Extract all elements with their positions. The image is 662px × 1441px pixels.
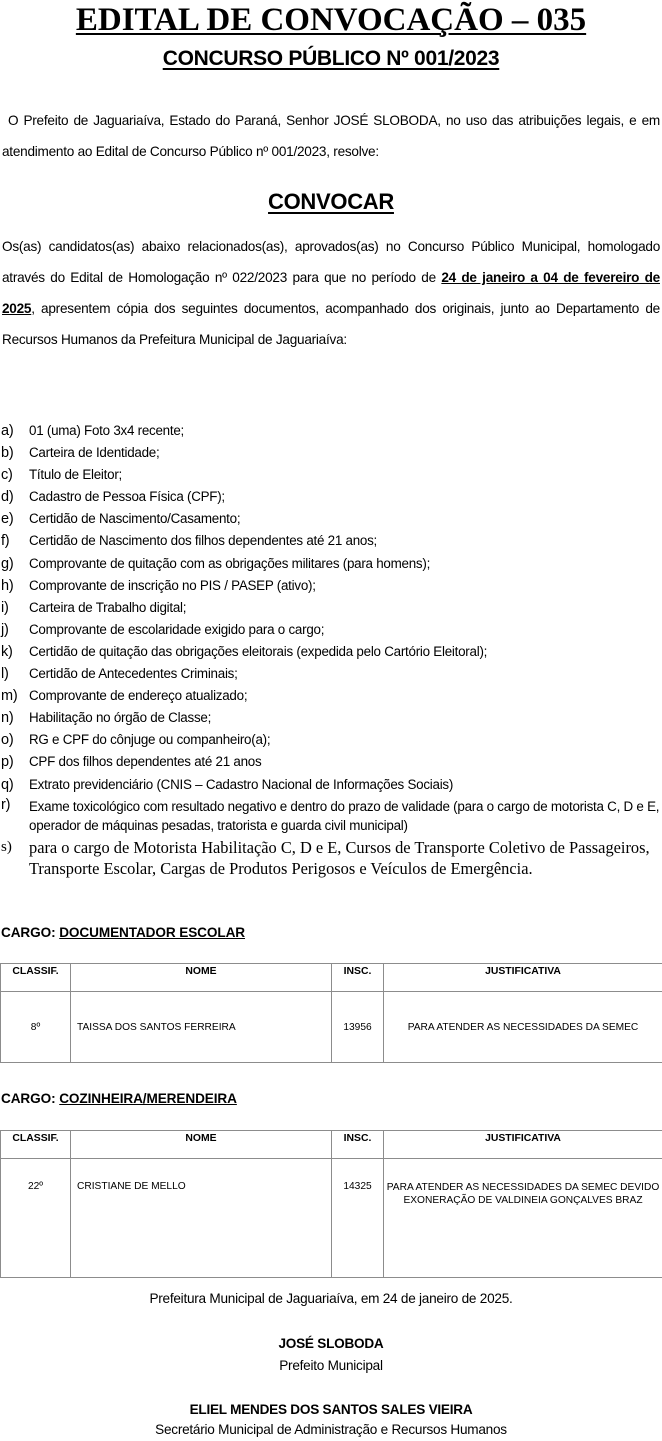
cargo-name: DOCUMENTADOR ESCOLAR bbox=[59, 925, 245, 940]
cargo-heading bbox=[1, 1090, 237, 1108]
table-row bbox=[1, 992, 662, 1063]
item-marker: j) bbox=[1, 619, 9, 641]
documents-list bbox=[0, 420, 662, 879]
document-item bbox=[0, 729, 662, 751]
intro-paragraph: O Prefeito de Jaguariaíva, Estado do Paraná, Senhor JOSÉ SLOBODA, no uso das atribuições legais, e em atendimento ao Edital de Concurso Público nº 001/2023, resolve: bbox=[2, 105, 660, 167]
item-marker: l) bbox=[1, 663, 9, 685]
item-marker: f) bbox=[1, 530, 9, 552]
item-text: RG e CPF do cônjuge ou companheiro(a); bbox=[29, 732, 270, 747]
cell-classif: 8º bbox=[1, 992, 71, 1063]
period-highlight: 24 de janeiro a 04 de fevereiro de 2025 bbox=[2, 270, 660, 316]
document-item bbox=[0, 663, 662, 685]
candidates-table bbox=[0, 963, 662, 1063]
item-marker: h) bbox=[1, 575, 13, 597]
document-item bbox=[0, 751, 662, 773]
table-header-row bbox=[1, 964, 662, 992]
table-header-row bbox=[1, 1131, 662, 1159]
item-text: 01 (uma) Foto 3x4 recente; bbox=[29, 423, 184, 438]
document-item bbox=[0, 796, 662, 837]
item-text: Habilitação no órgão de Classe; bbox=[29, 710, 211, 725]
item-text: Carteira de Trabalho digital; bbox=[29, 600, 186, 615]
signatory-role: Secretário Municipal de Administração e Recursos Humanos bbox=[0, 1419, 662, 1441]
item-marker: g) bbox=[1, 553, 13, 575]
item-marker: m) bbox=[1, 685, 17, 707]
item-text: Comprovante de endereço atualizado; bbox=[29, 688, 247, 703]
header-nome: NOME bbox=[71, 964, 332, 992]
item-marker: e) bbox=[1, 508, 13, 530]
document-item bbox=[0, 464, 662, 486]
header-justificativa: JUSTIFICATIVA bbox=[384, 964, 662, 992]
document-item bbox=[0, 774, 662, 796]
cargo-label: CARGO: bbox=[1, 1091, 56, 1106]
cargo-label: CARGO: bbox=[1, 925, 56, 940]
header-justificativa: JUSTIFICATIVA bbox=[384, 1131, 662, 1159]
place-date: Prefeitura Municipal de Jaguariaíva, em 24 de janeiro de 2025. bbox=[0, 1288, 662, 1310]
cell-justificativa: PARA ATENDER AS NECESSIDADES DA SEMEC bbox=[384, 992, 662, 1063]
document-item bbox=[0, 553, 662, 575]
item-text: CPF dos filhos dependentes até 21 anos bbox=[29, 754, 261, 769]
document-item bbox=[0, 442, 662, 464]
document-item bbox=[0, 641, 662, 663]
item-text: Certidão de quitação das obrigações eleitorais (expedida pelo Cartório Eleitoral); bbox=[29, 644, 487, 659]
document-item bbox=[0, 685, 662, 707]
header-classif: CLASSIF. bbox=[1, 964, 71, 992]
document-item bbox=[0, 575, 662, 597]
document-item bbox=[0, 837, 662, 879]
document-item bbox=[0, 530, 662, 552]
header-insc: INSC. bbox=[332, 964, 384, 992]
item-text: para o cargo de Motorista Habilitação C, D e E, Cursos de Transporte Coletivo de Passageiros, Transporte Escolar, Cargas de Produtos Perigosos e Veículos de Emergência. bbox=[29, 838, 650, 878]
cell-nome: TAISSA DOS SANTOS FERREIRA bbox=[71, 992, 332, 1063]
document-item bbox=[0, 707, 662, 729]
header-classif: CLASSIF. bbox=[1, 1131, 71, 1159]
document-item bbox=[0, 486, 662, 508]
header-nome: NOME bbox=[71, 1131, 332, 1159]
item-marker: o) bbox=[1, 729, 13, 751]
item-marker: q) bbox=[1, 774, 13, 796]
cargo-heading bbox=[1, 924, 245, 942]
table-row bbox=[1, 1159, 662, 1278]
item-marker: d) bbox=[1, 486, 13, 508]
item-marker: c) bbox=[1, 464, 13, 486]
document-title: EDITAL DE CONVOCAÇÃO – 035 bbox=[0, 0, 662, 40]
document-item bbox=[0, 508, 662, 530]
signatory-name: JOSÉ SLOBODA bbox=[0, 1333, 662, 1355]
cell-insc: 13956 bbox=[332, 992, 384, 1063]
header-insc: INSC. bbox=[332, 1131, 384, 1159]
item-text: Extrato previdenciário (CNIS – Cadastro Nacional de Informações Sociais) bbox=[29, 777, 453, 792]
candidates-table bbox=[0, 1130, 662, 1278]
item-marker: k) bbox=[1, 641, 13, 663]
item-text: Certidão de Nascimento dos filhos dependentes até 21 anos; bbox=[29, 533, 377, 548]
item-marker: b) bbox=[1, 442, 13, 464]
cell-classif: 22º bbox=[1, 1159, 71, 1278]
signatory-role: Prefeito Municipal bbox=[0, 1355, 662, 1377]
cargo-name: COZINHEIRA/MERENDEIRA bbox=[59, 1091, 237, 1106]
body-text-after: , apresentem cópia dos seguintes documentos, acompanhado dos originais, junto ao Departamento de Recursos Humanos da Prefeitura Municipal de Jaguariaíva: bbox=[2, 301, 660, 347]
item-text: Comprovante de inscrição no PIS / PASEP (ativo); bbox=[29, 578, 316, 593]
action-heading: CONVOCAR bbox=[0, 184, 662, 220]
cell-insc: 14325 bbox=[332, 1159, 384, 1278]
item-text: Certidão de Nascimento/Casamento; bbox=[29, 511, 240, 526]
item-marker: p) bbox=[1, 751, 13, 773]
item-marker: i) bbox=[1, 597, 9, 619]
item-text: Certidão de Antecedentes Criminais; bbox=[29, 666, 238, 681]
item-marker: s) bbox=[1, 837, 12, 858]
body-paragraph bbox=[2, 231, 660, 355]
document-item bbox=[0, 420, 662, 442]
signatory-name: ELIEL MENDES DOS SANTOS SALES VIEIRA bbox=[0, 1399, 662, 1421]
cell-nome: CRISTIANE DE MELLO bbox=[71, 1159, 332, 1278]
item-marker: a) bbox=[1, 420, 13, 442]
item-text: Carteira de Identidade; bbox=[29, 445, 159, 460]
item-marker: n) bbox=[1, 707, 13, 729]
item-text: Comprovante de quitação com as obrigações militares (para homens); bbox=[29, 556, 430, 571]
document-subtitle: CONCURSO PÚBLICO Nº 001/2023 bbox=[0, 44, 662, 74]
item-text: Exame toxicológico com resultado negativo e dentro do prazo de validade (para o cargo de motorista C, D e E, operador de máquinas pesadas, tratorista e guarda civil municipal) bbox=[29, 799, 659, 833]
document-item bbox=[0, 619, 662, 641]
item-text: Cadastro de Pessoa Física (CPF); bbox=[29, 489, 225, 504]
body-text-before: Os(as) candidatos(as) abaixo relacionados(as), aprovados(as) no Concurso Público Municipal, homologado através do Edital de Homologação nº 022/2023 para que no período de bbox=[2, 239, 660, 285]
item-text: Título de Eleitor; bbox=[29, 467, 122, 482]
cell-justificativa: PARA ATENDER AS NECESSIDADES DA SEMEC DEVIDO EXONERAÇÃO DE VALDINEIA GONÇALVES BRAZ bbox=[384, 1159, 662, 1278]
item-text: Comprovante de escolaridade exigido para o cargo; bbox=[29, 622, 324, 637]
item-marker: r) bbox=[1, 796, 10, 815]
document-item bbox=[0, 597, 662, 619]
